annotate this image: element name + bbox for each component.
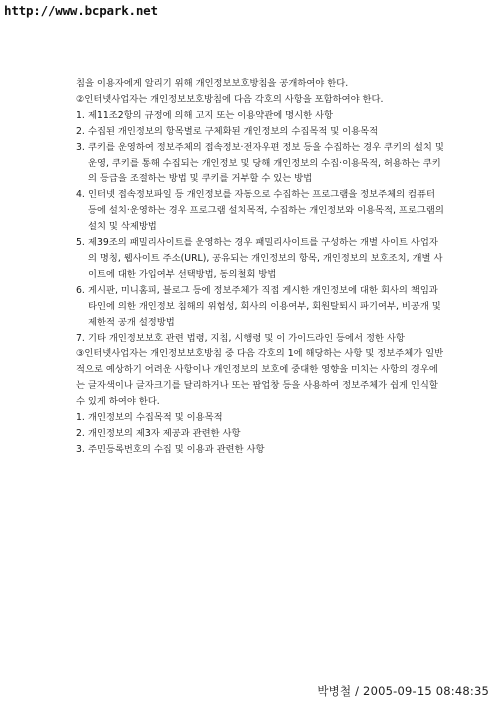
author-timestamp: 박병철 / 2005-09-15 08:48:35 [317, 684, 489, 698]
paragraph-2: ②인터넷사업자는 개인정보보호방침에 다음 각호의 사항을 포함하여야 한다. [76, 93, 384, 105]
list-item-text: 수집된 개인정보의 항목별로 구체화된 개인정보의 수집목적 및 이용목적 [88, 125, 379, 137]
sub-list-item-text: 주민등록번호의 수집 및 이용과 관련한 사항 [88, 443, 265, 455]
sub-list-item-number: 1. [76, 412, 85, 424]
list-item [76, 108, 446, 124]
list-item-number: 2. [76, 125, 85, 137]
sub-list-item-number: 3. [76, 443, 85, 455]
list-item-text: 제39조의 패밀리사이트를 운영하는 경우 패밀리사이트를 구성하는 개별 사이트 사업자의 명칭, 웹사이트 주소(URL), 공유되는 개인정보의 항목, 개인정보의 보호조치, 개별 사이트에 대한 가입여부 선택방법, 동의철회 방법 [88, 237, 443, 280]
intro-paragraph: 침을 이용자에게 알리기 위해 개인정보보호방침을 공개하여야 한다. [76, 78, 349, 89]
document-body [76, 76, 446, 458]
list-item-number: 3. [76, 141, 85, 153]
list-item [76, 235, 446, 283]
list-item [76, 187, 446, 235]
list-item-number: 6. [76, 284, 85, 296]
paragraph-3: ③인터넷사업자는 개인정보보호방침 중 다음 각호의 1에 해당하는 사항 및 정보주체가 일반적으로 예상하기 어려운 사항이나 개인정보의 보호에 중대한 영향을 미치는 사항의 경우에는 글자색이나 글자크기를 달리하거나 또는 팝업창 등을 사용하여 정보주체가 쉽게 인식할 수 있게 하여야 한다. [76, 348, 444, 408]
list-item [76, 124, 446, 140]
list-item-number: 1. [76, 109, 85, 121]
list-item-text: 제11조2항의 규정에 의해 고지 또는 이용약관에 명시한 사항 [88, 109, 333, 121]
sub-list-item-text: 개인정보의 수집목적 및 이용목적 [88, 412, 223, 424]
list-item-number: 5. [76, 237, 85, 249]
list-item-number: 7. [76, 332, 85, 344]
sub-list-item-text: 개인정보의 제3자 제공과 관련한 사항 [88, 427, 241, 439]
list-item-number: 4. [76, 189, 85, 201]
list-item-text: 쿠키를 운영하여 정보주체의 접속정보·전자우편 정보 등을 수집하는 경우 쿠키의 설치 및 운영, 쿠키를 통해 수집되는 개인정보 및 당해 개인정보의 수집·이용목적, 허용하는 쿠키의 등급을 조절하는 방법 및 쿠키를 거부할 수 있는 방법 [88, 141, 444, 185]
sub-list-item [76, 410, 446, 426]
list-item-text: 인터넷 접속정보파일 등 개인정보를 자동으로 수집하는 프로그램을 정보주체의 컴퓨터 등에 설치·운영하는 경우 프로그램 설치목적, 수집하는 개인정보와 이용목적, 프로그램의 설치 및 삭제방법 [88, 189, 444, 233]
site-watermark: http://www.bcpark.net [4, 3, 158, 18]
sub-list-item [76, 442, 446, 458]
sub-list-item-number: 2. [76, 427, 85, 439]
list-item [76, 140, 446, 188]
list-item [76, 283, 446, 331]
list-item-text: 게시판, 미니홈피, 블로그 등에 정보주체가 직접 게시한 개인정보에 대한 회사의 책임과 타인에 의한 개인정보 침해의 위험성, 회사의 이용여부, 회원탈퇴시 파기여부, 비공개 및 제한적 공개 설정방법 [88, 284, 441, 328]
list-item-text: 기타 개인정보보호 관련 법령, 지침, 시행령 및 이 가이드라인 등에서 정한 사항 [88, 332, 405, 344]
sub-list-item [76, 426, 446, 442]
list-item [76, 331, 446, 347]
